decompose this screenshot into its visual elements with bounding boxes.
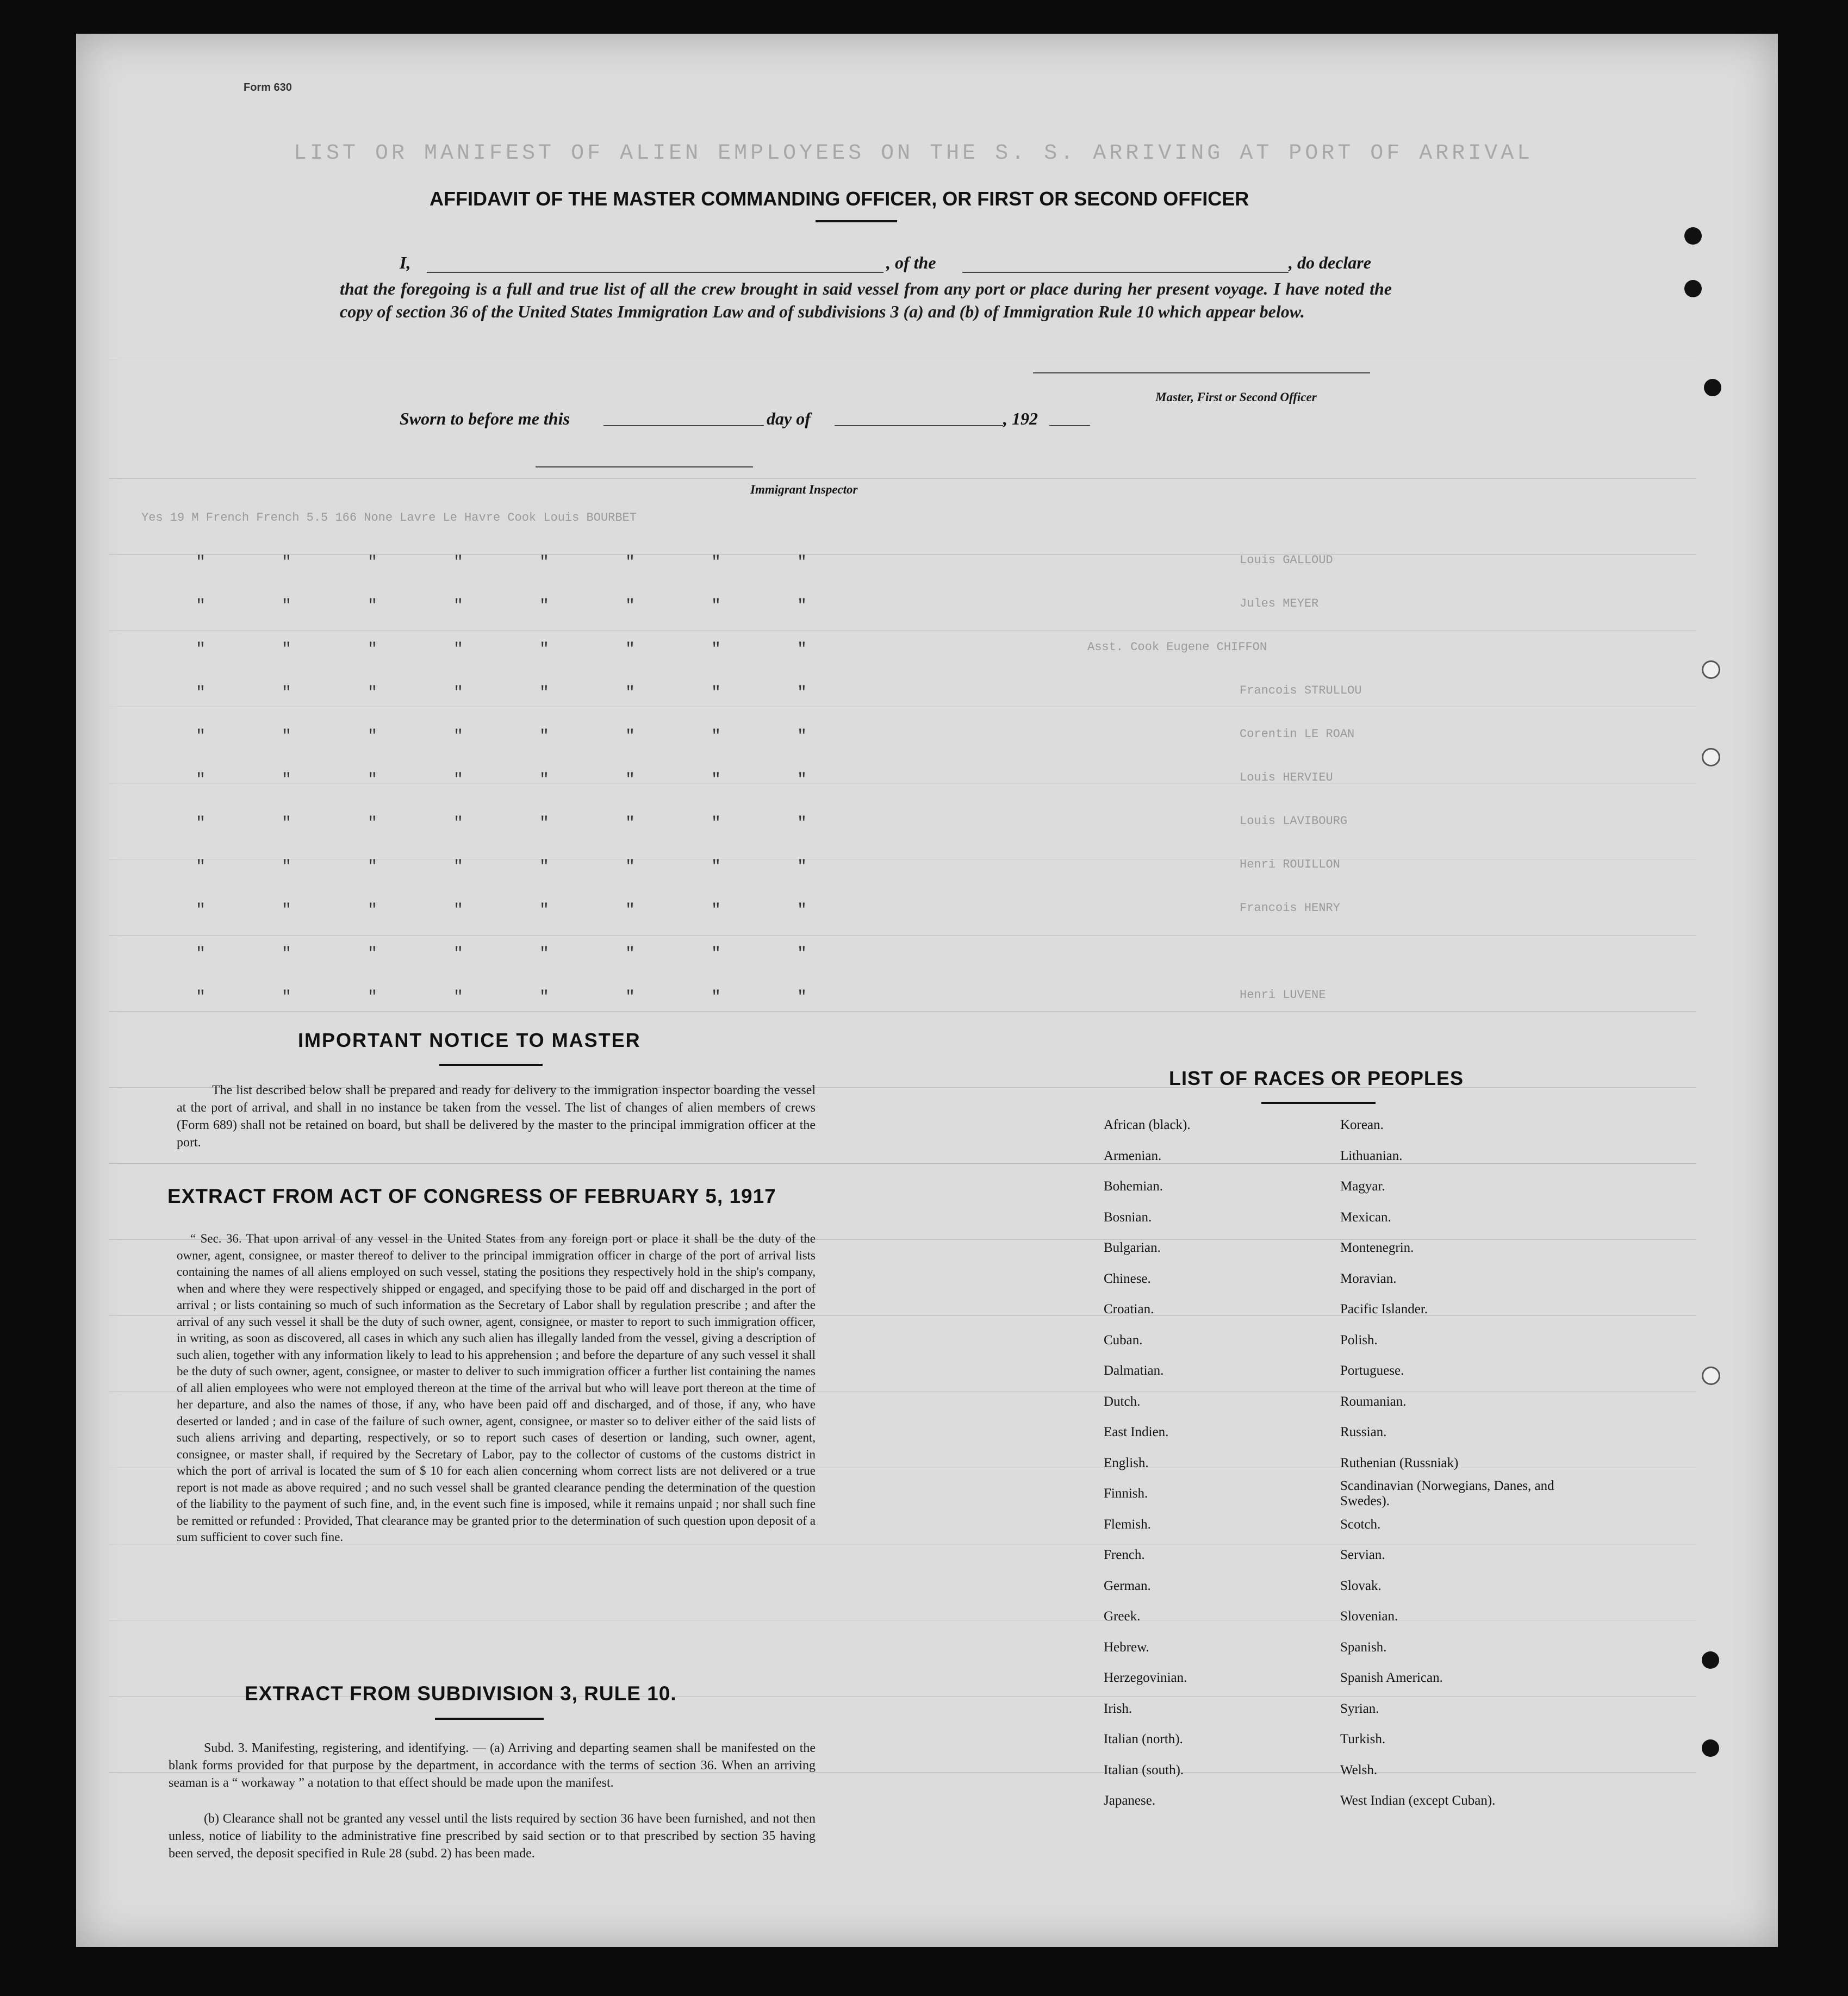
ditto-marks: """""""" <box>196 640 883 659</box>
race-item: Magyar. <box>1340 1179 1385 1194</box>
punch-hole <box>1702 1367 1720 1385</box>
master-signature-label: Master, First or Second Officer <box>1155 390 1317 404</box>
punch-hole <box>1702 660 1720 679</box>
rule-body-b: (b) Clearance shall not be granted any vessel until the lists required by section 36 have been furnished, and not then unless, notice of liability to the administrative fine prescribed by said section or to that prescribed by section 35 having been served, the deposit specified in Rule 28 (subd. 2) has been made. <box>169 1812 816 1861</box>
race-item: Mexican. <box>1340 1209 1391 1225</box>
race-item: Welsh. <box>1340 1762 1378 1777</box>
race-item: Lithuanian. <box>1340 1148 1403 1163</box>
ditto-marks: """""""" <box>196 858 883 876</box>
race-item: German. <box>1104 1578 1151 1593</box>
race-item: Moravian. <box>1340 1271 1397 1286</box>
year-label: , 192 <box>1003 409 1038 428</box>
act-body: “ Sec. 36. That upon arrival of any vessel in the United States from any foreign port or place it shall be the duty of the owner, agent, consignee, or master thereof to deliver to the principal immigration officer in charge of the port of arrival lists containing the names of all aliens employed on such vessel, stating the positions they respectively hold in the ship's company, when and where they were respectively shipped or engaged, and specifying those to be paid off and discharged in the port of arrival ; or lists containing so much of such information as the Secretary of Labor shall by regulation prescribe ; and after the arrival of any such vessel it shall be the duty of such owner, agent, consignee, or master to report to such immigration officer, in writing, as soon as discovered, all cases in which any such alien has illegally landed from the vessel, giving a description of such alien, together with any information likely to lead to his apprehension ; and before the departure of any such vessel it shall be the duty of such owner, agent, consignee, or master to deliver to such immigration officer a further list containing the names of all alien employees who were not employed thereon at the time of the arrival but who will leave port thereon at the time of her departure, and also the names of those, if any, who have been paid off and discharged, and of those, if any, who have deserted or landed ; and in case of the failure of such owner, agent, consignee, or master so to deliver either of the said lists of such aliens arriving and departing, respectively, or so to report such cases of desertion or landing, such owner, agent, consignee, or master shall, if required by the Secretary of Labor, pay to the collector of customs of the customs district in which the port of arrival is located the sum of $ 10 for each alien concerning whom correct lists are not delivered or a true report is not made as above required ; and no such vessel shall be granted clearance pending the determination of the question of the liability to the payment of such fine, and, in the event such fine is imposed, while it remains unpaid ; nor shall such fine be remitted or refunded : Provided, That clearance may be granted prior to the determination of such question upon deposit of a sum sufficient to cover such fine. <box>177 1232 816 1544</box>
ditto-marks: """""""" <box>196 553 883 572</box>
bleed-through-header: LIST OR MANIFEST OF ALIEN EMPLOYEES ON THE S. S. ARRIVING AT PORT OF ARRIVAL <box>294 141 1534 166</box>
punch-hole <box>1702 748 1720 766</box>
race-item: East Indien. <box>1104 1425 1169 1439</box>
race-item: Russian. <box>1340 1425 1387 1439</box>
race-item: Greek. <box>1104 1609 1141 1624</box>
bleed-through-row: Yes 19 M French French 5.5 166 None Lavre Le Havre Cook Louis BOURBET <box>141 511 637 525</box>
race-item: Scandinavian (Norwegians, Danes, and Swedes). <box>1340 1479 1554 1508</box>
inspector-signature-field[interactable] <box>536 466 753 467</box>
affidavit-declare: , do declare <box>1289 253 1371 272</box>
race-item: Dutch. <box>1104 1394 1141 1409</box>
race-item: Syrian. <box>1340 1701 1379 1716</box>
sworn-month-field[interactable] <box>835 425 1003 426</box>
race-item: Cuban. <box>1104 1332 1143 1348</box>
rule-title-rule <box>435 1718 544 1720</box>
race-item: Irish. <box>1104 1701 1133 1716</box>
race-item: West Indian (except Cuban). <box>1340 1793 1496 1808</box>
race-item: Slovak. <box>1340 1578 1382 1593</box>
bleed-through-row: Louis GALLOUD <box>1240 553 1333 567</box>
bleed-through-row: Henri LUVENE <box>1240 988 1326 1002</box>
race-item: Turkish. <box>1340 1732 1386 1746</box>
punch-hole <box>1704 379 1721 396</box>
ditto-marks: """""""" <box>196 901 883 920</box>
race-item: African (black). <box>1104 1118 1191 1132</box>
bleed-through-row: Louis LAVIBOURG <box>1240 814 1348 828</box>
race-item: Herzegovinian. <box>1104 1670 1187 1685</box>
affidavit-title-rule <box>816 220 897 222</box>
bleed-through-row: Corentin LE ROAN <box>1240 727 1355 741</box>
race-item: Finnish. <box>1104 1486 1148 1501</box>
race-item: Armenian. <box>1104 1148 1162 1163</box>
notice-title: IMPORTANT NOTICE TO MASTER <box>298 1029 641 1051</box>
rule-title: EXTRACT FROM SUBDIVISION 3, RULE 10. <box>245 1682 677 1705</box>
race-item: Ruthenian (Russniak) <box>1340 1455 1459 1470</box>
ditto-marks: """""""" <box>196 988 883 1007</box>
bleed-through-row: Asst. Cook Eugene CHIFFON <box>1087 640 1267 654</box>
race-item: Spanish American. <box>1340 1670 1443 1685</box>
notice-body: The list described below shall be prepared and ready for delivery to the immigration inspector boarding the vessel at the port of arrival, and shall in no instance be taken from the vessel. The list of changes of alien members of crews (Form 689) shall not be retained on board, but shall be delivered by the master to the principal immigration officer at the port. <box>177 1083 816 1150</box>
ditto-marks: """""""" <box>196 945 883 963</box>
races-left-column <box>1104 1110 1191 1817</box>
bleed-through-row: Jules MEYER <box>1240 597 1319 610</box>
master-name-field[interactable] <box>427 272 883 273</box>
race-item: English. <box>1104 1455 1149 1470</box>
affidavit-i: I, <box>400 253 411 272</box>
punch-hole <box>1684 280 1702 297</box>
race-item: Bosnian. <box>1104 1209 1152 1225</box>
race-item: Korean. <box>1340 1118 1384 1132</box>
vessel-name-field[interactable] <box>962 272 1289 273</box>
form-number: Form 630 <box>244 82 292 93</box>
notice-title-rule <box>439 1064 543 1066</box>
race-item: Slovenian. <box>1340 1609 1398 1624</box>
bleed-through-line <box>109 1011 1696 1012</box>
race-item: French. <box>1104 1548 1145 1562</box>
punch-hole <box>1684 227 1702 245</box>
affidavit-of-the: , of the <box>886 253 936 272</box>
race-item: Bohemian. <box>1104 1179 1163 1194</box>
race-item: Dalmatian. <box>1104 1363 1164 1378</box>
affidavit-title: AFFIDAVIT OF THE MASTER COMMANDING OFFICER, OR FIRST OR SECOND OFFICER <box>430 188 1249 210</box>
race-item: Portuguese. <box>1340 1363 1404 1378</box>
bleed-through-row: Louis HERVIEU <box>1240 771 1333 784</box>
race-item: Roumanian. <box>1340 1394 1407 1409</box>
ditto-marks: """""""" <box>196 597 883 615</box>
race-item: Japanese. <box>1104 1793 1156 1808</box>
races-title: LIST OF RACES OR PEOPLES <box>1169 1067 1464 1089</box>
race-item: Italian (north). <box>1104 1732 1183 1746</box>
inspector-label: Immigrant Inspector <box>750 483 858 496</box>
race-item: Pacific Islander. <box>1340 1302 1428 1317</box>
affidavit-body: that the foregoing is a full and true list of all the crew brought in said vessel from any port or place during her present voyage. I have noted the copy of section 36 of the United States Immigration Law and of subdivisions 3 (a) and (b) of Immigration Rule 10 which appear below. <box>340 279 1392 321</box>
ditto-marks: """""""" <box>196 814 883 833</box>
sworn-day-field[interactable] <box>603 425 764 426</box>
punch-hole <box>1702 1739 1719 1757</box>
race-item: Hebrew. <box>1104 1639 1149 1655</box>
races-title-rule <box>1261 1102 1376 1104</box>
ditto-marks: """""""" <box>196 771 883 789</box>
race-item: Servian. <box>1340 1548 1385 1562</box>
race-item: Bulgarian. <box>1104 1240 1161 1255</box>
act-title: EXTRACT FROM ACT OF CONGRESS OF FEBRUARY 5, 1917 <box>167 1185 776 1207</box>
race-item: Spanish. <box>1340 1639 1387 1655</box>
race-item: Polish. <box>1340 1332 1378 1348</box>
bleed-through-row: Francois STRULLOU <box>1240 684 1362 697</box>
race-item: Scotch. <box>1340 1517 1381 1532</box>
bleed-through-row: Francois HENRY <box>1240 901 1340 915</box>
rule-body-a: Subd. 3. Manifesting, registering, and identifying. — (a) Arriving and departing seamen shall be manifested on the blank forms provided for that purpose by the department, in accordance with the terms of section 36. When an arriving seaman is a “ workaway ” a notation to that effect should be made upon the manifest. <box>169 1741 816 1790</box>
sworn-year-field[interactable] <box>1049 425 1090 426</box>
race-item: Croatian. <box>1104 1302 1154 1317</box>
race-item: Flemish. <box>1104 1517 1151 1532</box>
race-item: Montenegrin. <box>1340 1240 1414 1255</box>
master-signature-field[interactable] <box>1033 372 1370 373</box>
ditto-marks: """""""" <box>196 684 883 702</box>
ditto-marks: """""""" <box>196 727 883 746</box>
day-of-label: day of <box>767 409 811 428</box>
sworn-label: Sworn to before me this <box>400 409 570 428</box>
bleed-through-row: Henri ROUILLON <box>1240 858 1340 871</box>
punch-hole <box>1702 1651 1719 1669</box>
race-item: Chinese. <box>1104 1271 1151 1286</box>
races-right-column <box>1340 1110 1558 1817</box>
bleed-through-line <box>109 478 1696 479</box>
race-item: Italian (south). <box>1104 1762 1184 1777</box>
